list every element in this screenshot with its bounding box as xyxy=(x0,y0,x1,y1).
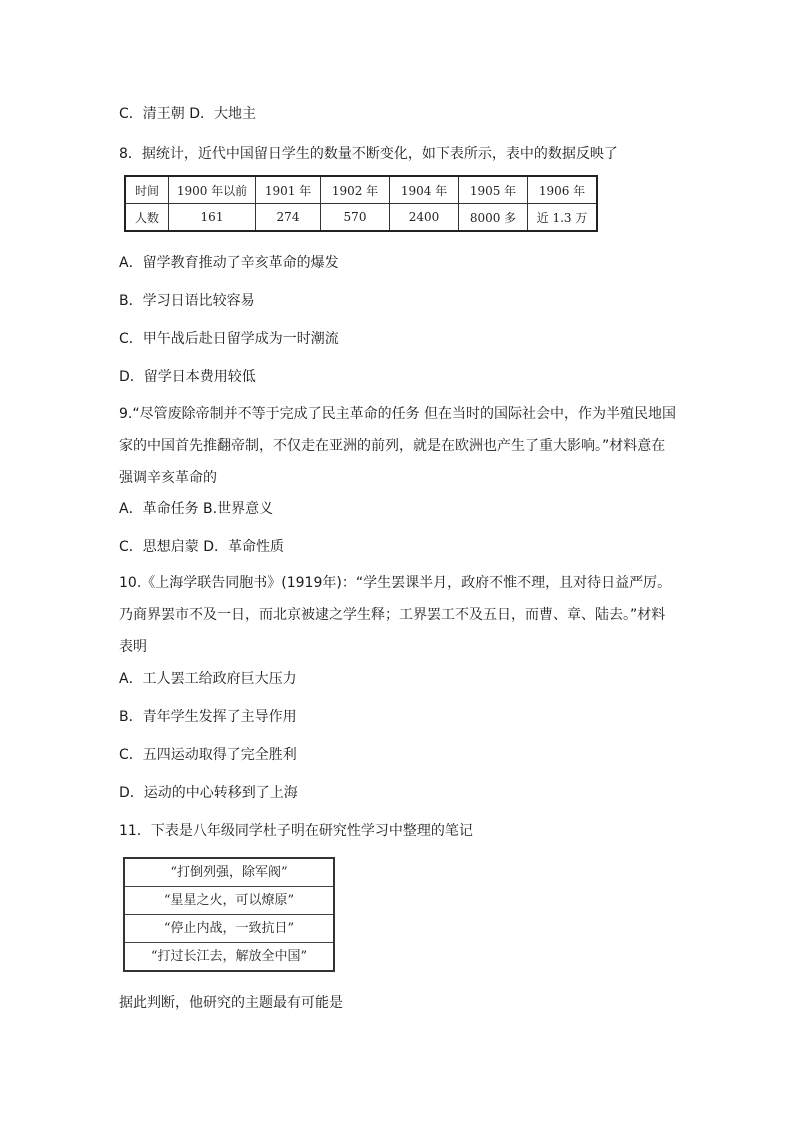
q10-option-c: C．五四运动取得了完全胜利 xyxy=(119,747,297,763)
year-cell: 1906 年 xyxy=(528,176,598,204)
q9-stem: 9.“尽管废除帝制并不等于完成了民主革命的任务 但在当时的国际社会中，作为半殖民地国家的中国首先推翻帝制，不仅走在亚洲的前列，就是在欧洲也产生了重大影响。”材料意在强调辛亥革命的 xyxy=(119,406,677,486)
count-cell: 8000 多 xyxy=(459,204,528,232)
q11-prompt: 据此判断，他研究的主题最有可能是 xyxy=(119,995,343,1011)
count-cell: 570 xyxy=(321,204,390,232)
q11-stem: 11．下表是八年级同学杜子明在研究性学习中整理的笔记 xyxy=(119,823,473,839)
q8-data-table xyxy=(124,175,598,232)
q8-option-b: B．学习日语比较容易 xyxy=(119,293,255,309)
year-cell: 1902 年 xyxy=(321,176,390,204)
row-label-count: 人数 xyxy=(125,204,169,232)
year-cell: 1904 年 xyxy=(390,176,459,204)
year-cell: 1905 年 xyxy=(459,176,528,204)
slogan-row: “打过长江去，解放全中国” xyxy=(150,949,308,964)
q8-option-a: A．留学教育推动了辛亥革命的爆发 xyxy=(119,255,339,271)
year-cell: 1901 年 xyxy=(256,176,321,204)
table-row-count xyxy=(125,204,597,232)
q9-options-cd: C．思想启蒙 D．革命性质 xyxy=(119,539,285,555)
q8-option-c: C．甲午战后赴日留学成为一时潮流 xyxy=(119,331,339,347)
count-cell: 近 1.3 万 xyxy=(528,204,598,232)
q9-options-ab: A．革命任务 B.世界意义 xyxy=(119,501,274,517)
year-cell: 1900 年以前 xyxy=(169,176,256,204)
slogan-row: “停止内战，一致抗日” xyxy=(125,915,333,943)
slogan-row: “星星之火，可以燎原” xyxy=(125,887,333,915)
q7-options-cd: C．清王朝 D．大地主 xyxy=(119,106,257,122)
slogan-row: “打倒列强，除军阀” xyxy=(125,859,333,887)
q10-stem: 10.《上海学联告同胞书》(1919年)：“学生罢课半月，政府不惟不理，且对待日益严厉。乃商界罢市不及一日，而北京被逮之学生释；工界罢工不及五日，而曹、章、陆去。”材料表明 xyxy=(119,575,672,655)
count-cell: 2400 xyxy=(390,204,459,232)
q10-option-d: D．运动的中心转移到了上海 xyxy=(119,785,298,801)
q11-slogan-table xyxy=(123,857,335,972)
q8-option-d: D．留学日本费用较低 xyxy=(119,369,256,385)
row-label-time: 时间 xyxy=(125,176,169,204)
count-cell: 161 xyxy=(169,204,256,232)
q8-stem: 8．据统计，近代中国留日学生的数量不断变化，如下表所示，表中的数据反映了 xyxy=(119,146,618,162)
count-cell: 274 xyxy=(256,204,321,232)
table-row-time xyxy=(125,176,597,204)
q10-option-a: A．工人罢工给政府巨大压力 xyxy=(119,671,297,687)
q10-option-b: B．青年学生发挥了主导作用 xyxy=(119,709,297,725)
